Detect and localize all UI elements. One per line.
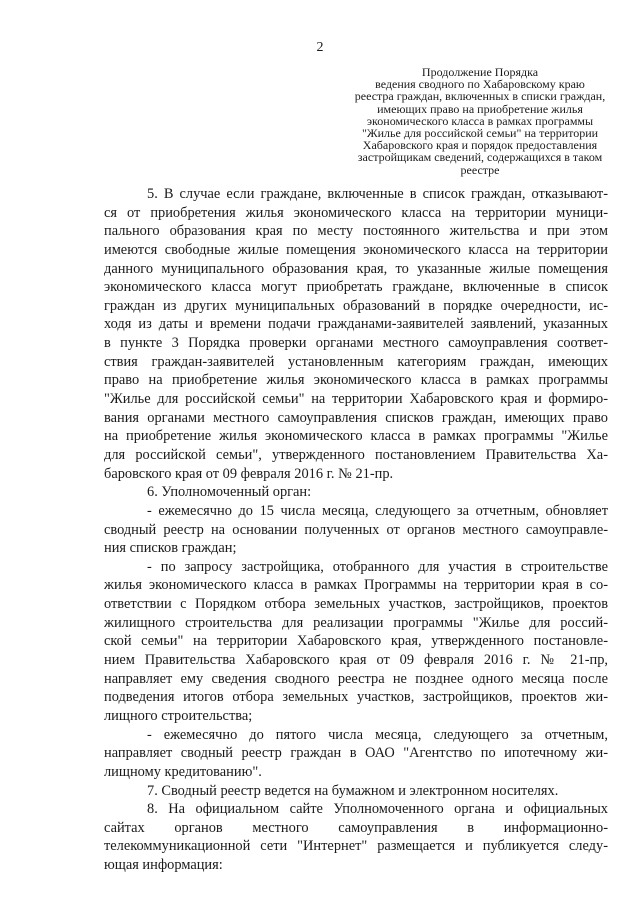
body-line: направляет ему сведения сводного реестра не позднее одного месяца после bbox=[104, 670, 608, 687]
body-line: имеются свободные жилые помещения экономического класса на территории bbox=[104, 241, 608, 258]
body-line: ствия граждан-заявителей установленным категориям граждан, имеющих bbox=[104, 353, 608, 370]
body-line: данного муниципального образования края, то указанные жилые помещения bbox=[104, 260, 608, 277]
body-line: экономического класса могут приобретать граждане, включенные в список bbox=[104, 279, 608, 296]
body-line: 6. Уполномоченный орган: bbox=[147, 484, 312, 501]
body-line: в пункте 3 Порядка проверки органами местного самоуправления соответ- bbox=[104, 335, 608, 352]
body-line: "Жилье для российской семьи" на территории Хабаровского края и формиро- bbox=[104, 391, 608, 408]
body-line: жилищного строительства для реализации программы "Жилье для россий- bbox=[104, 614, 608, 631]
header-line: Продолжение Порядка bbox=[421, 65, 539, 79]
body-line: направляет сводный реестр граждан в ОАО "Агентство по ипотечному жи- bbox=[104, 745, 608, 762]
body-line: пального образования края по месту постоянного жительства и при этом bbox=[104, 223, 608, 240]
body-line: - ежемесячно до пятого числа месяца, следующего за отчетным, bbox=[147, 726, 608, 743]
header-line: имеющих право на приобретение жилья bbox=[377, 101, 583, 116]
body-line: нием Правительства Хабаровского края от 09 февраля 2016 г. № 21-пр, bbox=[104, 652, 608, 669]
body-line: ния списков граждан; bbox=[104, 540, 237, 557]
body-line: вания органами местного самоуправления списков граждан, имеющих право bbox=[104, 409, 608, 426]
body-line: граждан из других муниципальных образований в порядке очередности, ис- bbox=[104, 297, 608, 314]
body-line: - по запросу застройщика, отобранного для участия в строительстве bbox=[147, 558, 608, 575]
document-header-block bbox=[338, 66, 622, 176]
body-line: ющая информация: bbox=[104, 857, 223, 874]
body-line: баровского края от 09 февраля 2016 г. № 21-пр. bbox=[104, 465, 394, 482]
body-line: лищному кредитованию". bbox=[104, 763, 262, 780]
body-line: - ежемесячно до 15 числа месяца, следующего за отчетным, обновляет bbox=[147, 502, 608, 519]
page-number: 2 bbox=[316, 40, 324, 55]
body-line: право на приобретение жилья экономического класса в рамках программы bbox=[104, 372, 608, 389]
body-line: ской семьи" на территории Хабаровского края, утвержденного постановле- bbox=[104, 633, 608, 650]
body-line: 5. В случае если граждане, включенные в список граждан, отказывают- bbox=[147, 186, 608, 202]
header-line: Хабаровского края и порядок предоставления bbox=[362, 138, 598, 153]
header-line: "Жилье для российской семьи" на территории bbox=[361, 126, 599, 141]
document-body bbox=[104, 185, 608, 875]
body-line: жилья экономического класса в рамках Программы на территории края в со- bbox=[104, 577, 608, 594]
header-line: застройщикам сведений, содержащихся в таком bbox=[357, 150, 603, 165]
header-line: реестра граждан, включенных в списки граждан, bbox=[354, 89, 606, 104]
body-line: сайтах органов местного самоуправления в информационно- bbox=[104, 819, 608, 836]
body-line: для российской семьи", утвержденного постановлением Правительства Ха- bbox=[104, 446, 608, 463]
body-line: телекоммуникационной сети "Интернет" размещается и публикуется следу- bbox=[104, 838, 608, 855]
body-line: 8. На официальном сайте Уполномоченного органа и официальных bbox=[147, 801, 608, 818]
body-line: ответствии с Порядком отбора земельных участков, застройщиков, проектов bbox=[104, 596, 608, 613]
body-line: на приобретение жилья экономического класса в рамках программы "Жилье bbox=[104, 428, 608, 445]
header-line: экономического класса в рамках программы bbox=[366, 113, 594, 128]
body-line: лищного строительства; bbox=[104, 707, 253, 724]
body-line: сводный реестр на основании полученных от органов местного самоуправле- bbox=[104, 521, 608, 538]
body-line: 7. Сводный реестр ведется на бумажном и электронном носителях. bbox=[147, 782, 559, 799]
header-line: реестре bbox=[460, 162, 500, 177]
header-line: ведения сводного по Хабаровскому краю bbox=[375, 77, 585, 92]
body-line: подведения итогов отбора земельных участков, застройщиков, проектов жи- bbox=[104, 689, 608, 706]
body-line: ся от приобретения жилья экономического класса на территории муници- bbox=[104, 204, 608, 221]
body-line: ходя из даты и времени подачи гражданами-заявителей заявлений, указанных bbox=[104, 316, 608, 333]
